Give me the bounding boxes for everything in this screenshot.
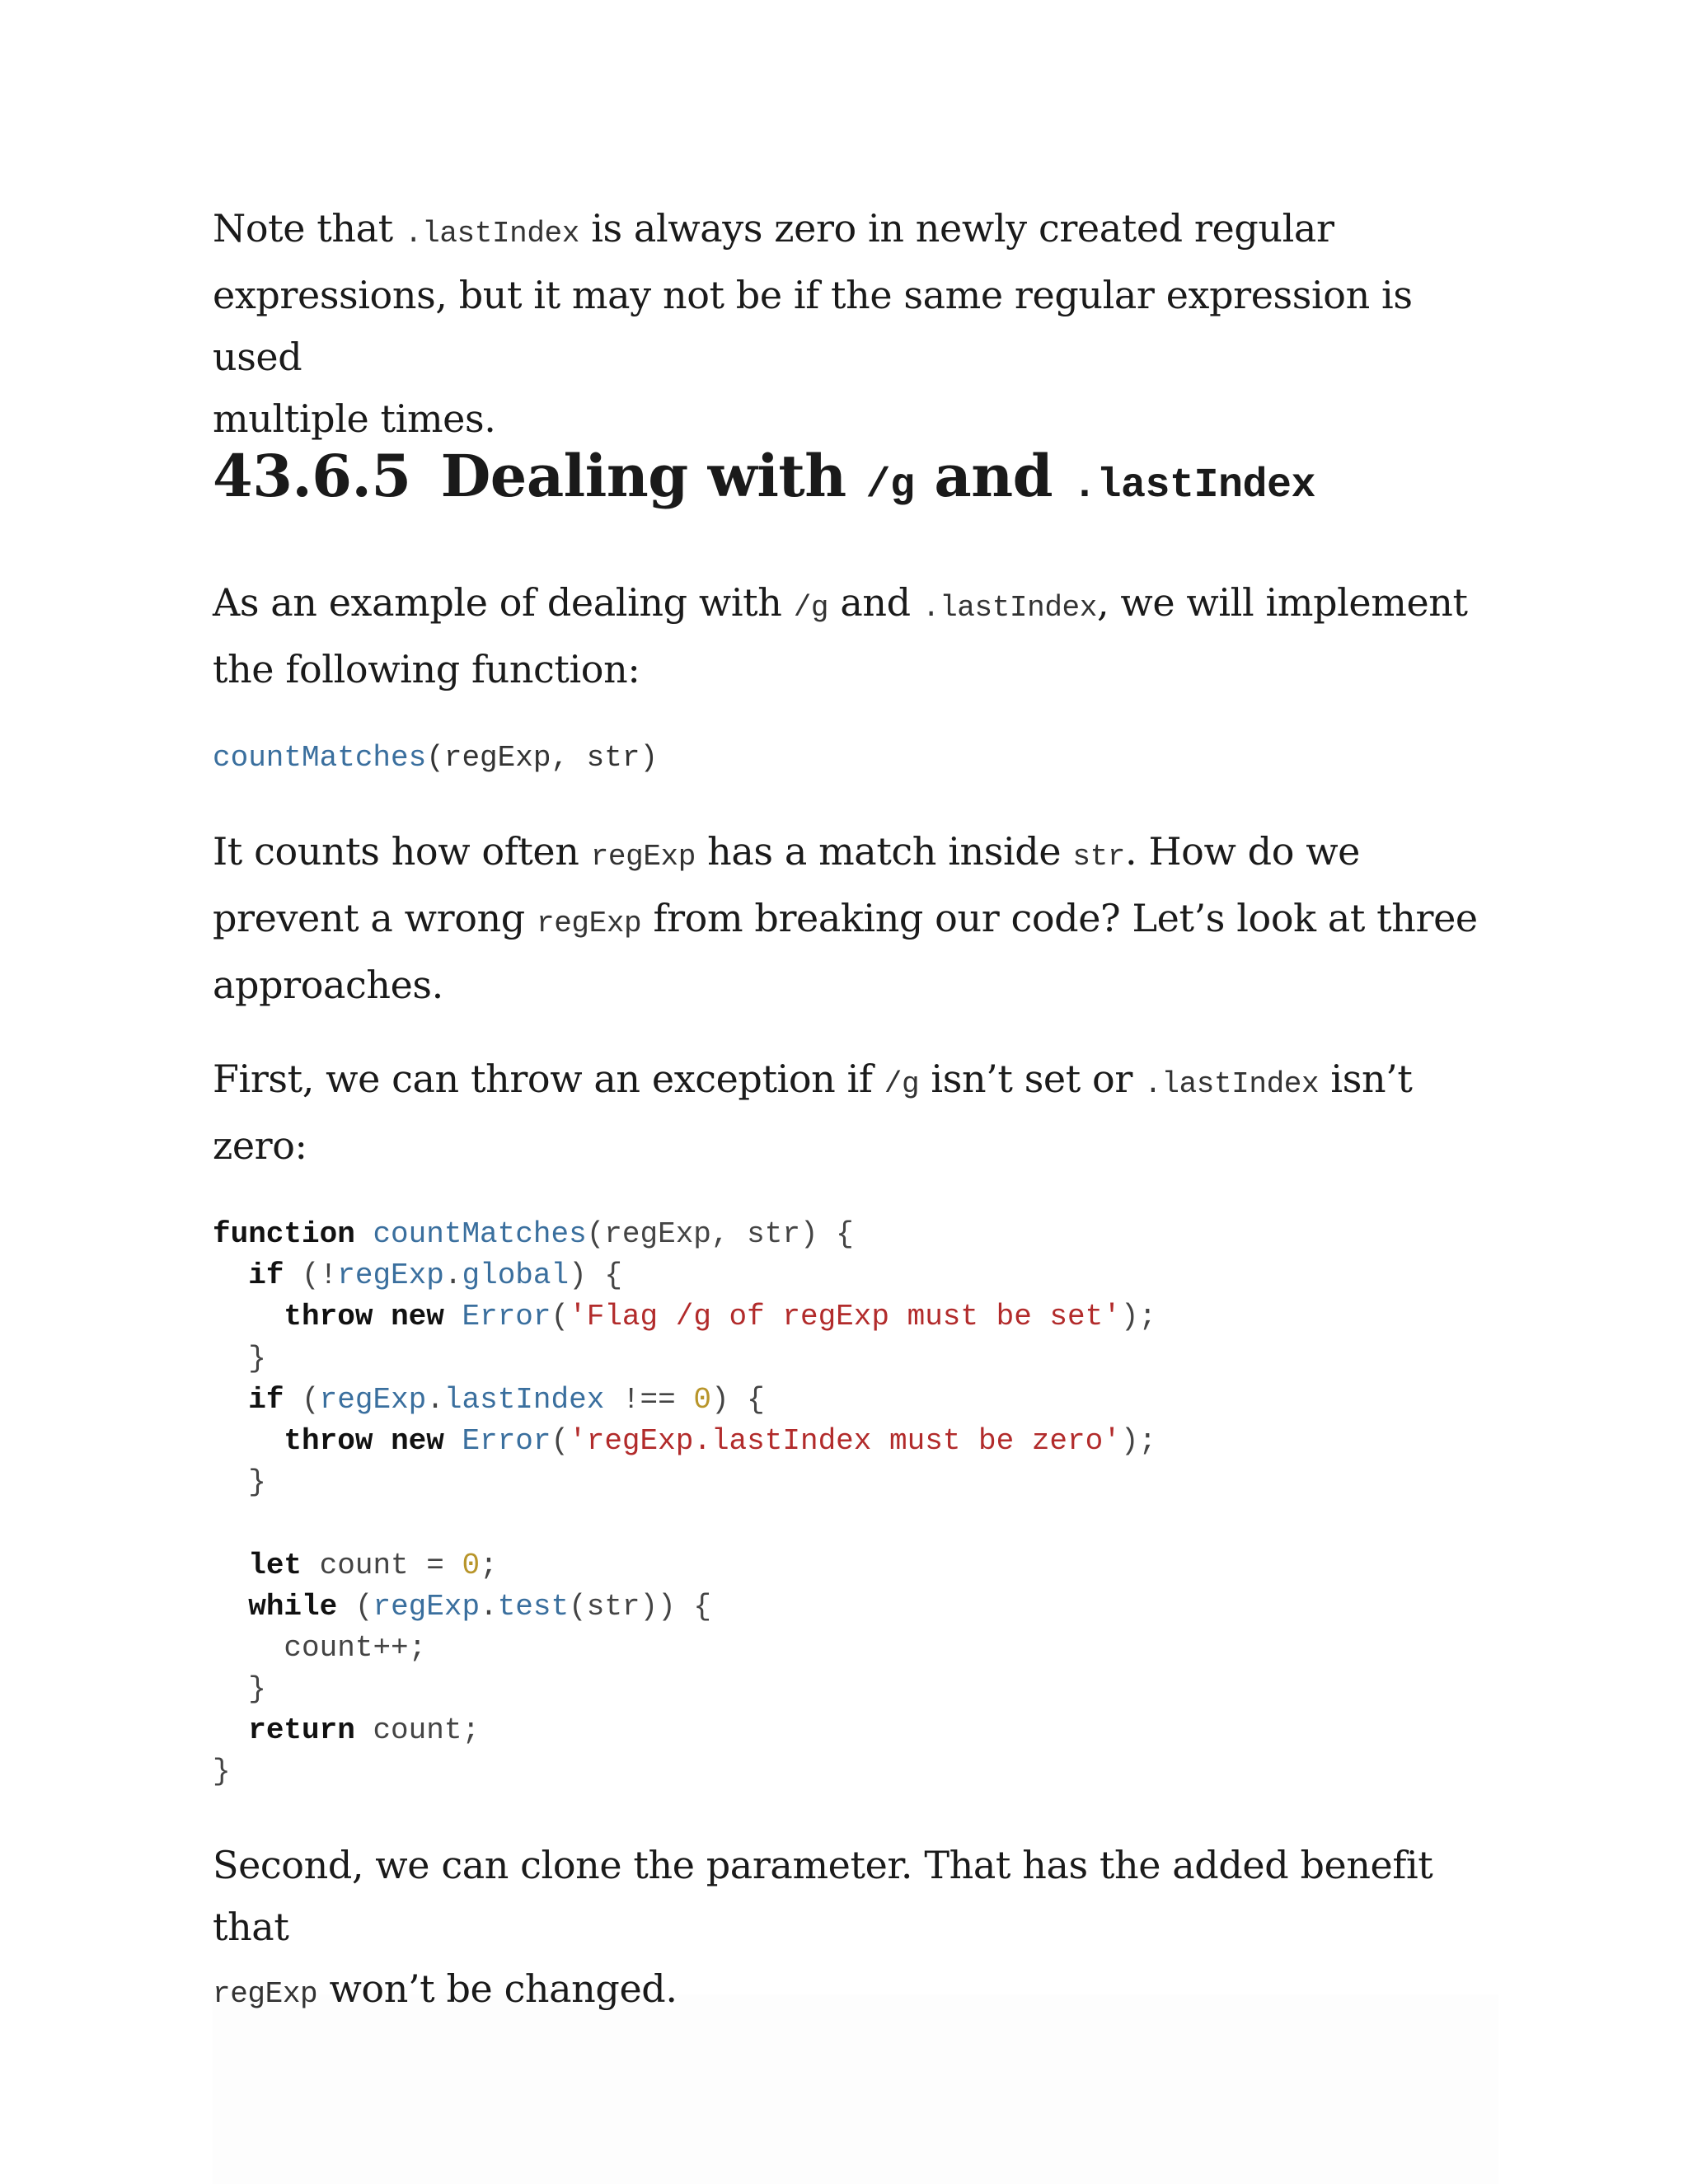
code-text: } xyxy=(248,1341,266,1376)
string-literal: 'regExp.lastIndex must be zero' xyxy=(569,1423,1121,1458)
code-text: } xyxy=(248,1672,266,1707)
keyword: new xyxy=(391,1423,444,1458)
code-text: ) { xyxy=(710,1382,765,1417)
keyword: function xyxy=(213,1217,355,1251)
code-text: ; xyxy=(480,1548,498,1582)
code-line xyxy=(213,1669,1498,1710)
code-text: ); xyxy=(1120,1300,1157,1334)
code-text: . xyxy=(480,1589,498,1624)
code-text: } xyxy=(248,1465,266,1500)
keyword: let xyxy=(248,1548,302,1582)
heading-text: and xyxy=(914,442,1072,510)
inline-code: /g xyxy=(793,591,829,625)
function-name: countMatches xyxy=(373,1217,587,1251)
identifier: global xyxy=(462,1258,570,1293)
code-text: ( xyxy=(284,1382,320,1417)
text: zero: xyxy=(213,1123,307,1168)
keyword: while xyxy=(248,1589,338,1624)
identifier: regExp xyxy=(337,1258,444,1293)
identifier: regExp xyxy=(373,1589,481,1624)
heading-text: Dealing with xyxy=(440,442,866,510)
string-literal: 'Flag /g of regExp must be set' xyxy=(569,1300,1121,1334)
section-heading xyxy=(213,439,1315,523)
inline-code: .lastIndex xyxy=(1144,1067,1320,1101)
code-line xyxy=(213,1628,1498,1669)
number-literal: 0 xyxy=(462,1548,481,1582)
keyword: if xyxy=(248,1382,284,1417)
paragraph-second-approach xyxy=(213,1835,1498,2025)
number-literal: 0 xyxy=(693,1382,711,1417)
text: expressions, but it may not be if the same regular expression is used xyxy=(213,273,1413,379)
paragraph-lastindex-note xyxy=(213,198,1498,450)
code-text: ); xyxy=(1120,1423,1157,1458)
function-args: (regExp, str) xyxy=(426,741,659,775)
code-line xyxy=(213,1380,1498,1421)
text: Note that xyxy=(213,206,405,251)
code-line xyxy=(213,1214,1498,1255)
inline-code: .lastIndex xyxy=(921,591,1097,625)
code-text: (regExp, str) { xyxy=(586,1217,854,1251)
text: approaches. xyxy=(213,963,443,1007)
identifier: Error xyxy=(462,1423,551,1458)
heading-code: /g xyxy=(865,462,915,509)
paragraph-example-intro xyxy=(213,572,1498,701)
code-line xyxy=(213,1255,1498,1296)
inline-code: regExp xyxy=(213,1977,318,2011)
code-line: throw new Error('Flag /g of regExp must be set'); xyxy=(284,1300,1157,1334)
identifier: Error xyxy=(462,1300,551,1334)
text: from breaking our code? Let’s look at three xyxy=(641,896,1478,940)
code-text: (str)) { xyxy=(569,1589,711,1624)
section-number: 43.6.5 xyxy=(213,442,411,510)
code-text: count = xyxy=(302,1548,462,1582)
text: . How do we xyxy=(1125,829,1361,874)
text: has a match inside xyxy=(695,829,1073,874)
code-line xyxy=(213,1462,1498,1503)
function-name: countMatches xyxy=(213,741,427,775)
code-text: !== xyxy=(604,1382,694,1417)
code-text: ) { xyxy=(569,1258,622,1293)
code-text: count; xyxy=(354,1713,481,1748)
inline-code: regExp xyxy=(590,840,696,874)
code-line xyxy=(213,1545,1498,1586)
text: and xyxy=(828,580,922,625)
function-signature xyxy=(213,738,658,779)
code-text: (! xyxy=(284,1258,338,1293)
code-line xyxy=(213,1751,1498,1793)
identifier: test xyxy=(497,1589,570,1624)
text: It counts how often xyxy=(213,829,591,874)
keyword: throw xyxy=(284,1300,373,1334)
heading-code: .lastIndex xyxy=(1071,462,1316,509)
inline-code: .lastIndex xyxy=(404,217,579,251)
inline-code: regExp xyxy=(537,907,642,940)
text: As an example of dealing with xyxy=(213,580,794,625)
inline-code: str xyxy=(1072,840,1125,874)
keyword: return xyxy=(248,1713,355,1748)
paragraph-counts xyxy=(213,821,1498,1016)
text: , we will implement xyxy=(1096,580,1468,625)
keyword: if xyxy=(248,1258,284,1293)
text: multiple times. xyxy=(213,396,496,441)
code-line: while (regExp.test(str)) { xyxy=(248,1589,711,1624)
text: won’t be changed. xyxy=(317,1966,678,2011)
code-line xyxy=(213,1710,1498,1751)
code-text: . xyxy=(443,1258,462,1293)
text: isn’t set or xyxy=(919,1057,1145,1101)
keyword: new xyxy=(391,1300,444,1334)
paragraph-first-approach xyxy=(213,1048,1498,1177)
text: First, we can throw an exception if xyxy=(213,1057,884,1101)
code-text: } xyxy=(213,1755,231,1789)
identifier: lastIndex xyxy=(443,1382,605,1417)
code-line-blank xyxy=(213,1503,1498,1544)
text: is always zero in newly created regular xyxy=(579,206,1334,251)
code-block xyxy=(213,1214,1498,1793)
inline-code: /g xyxy=(884,1067,920,1101)
code-line: throw new Error('regExp.lastIndex must be zero'); xyxy=(284,1423,1157,1458)
text: prevent a wrong xyxy=(213,896,537,940)
identifier: regExp xyxy=(319,1382,427,1417)
code-text: . xyxy=(426,1382,444,1417)
text: isn’t xyxy=(1319,1057,1413,1101)
keyword: throw xyxy=(284,1423,373,1458)
text: the following function: xyxy=(213,647,640,691)
text: Second, we can clone the parameter. That has the added benefit that xyxy=(213,1843,1433,1949)
code-line xyxy=(213,1338,1498,1380)
code-text: count++; xyxy=(284,1630,427,1665)
